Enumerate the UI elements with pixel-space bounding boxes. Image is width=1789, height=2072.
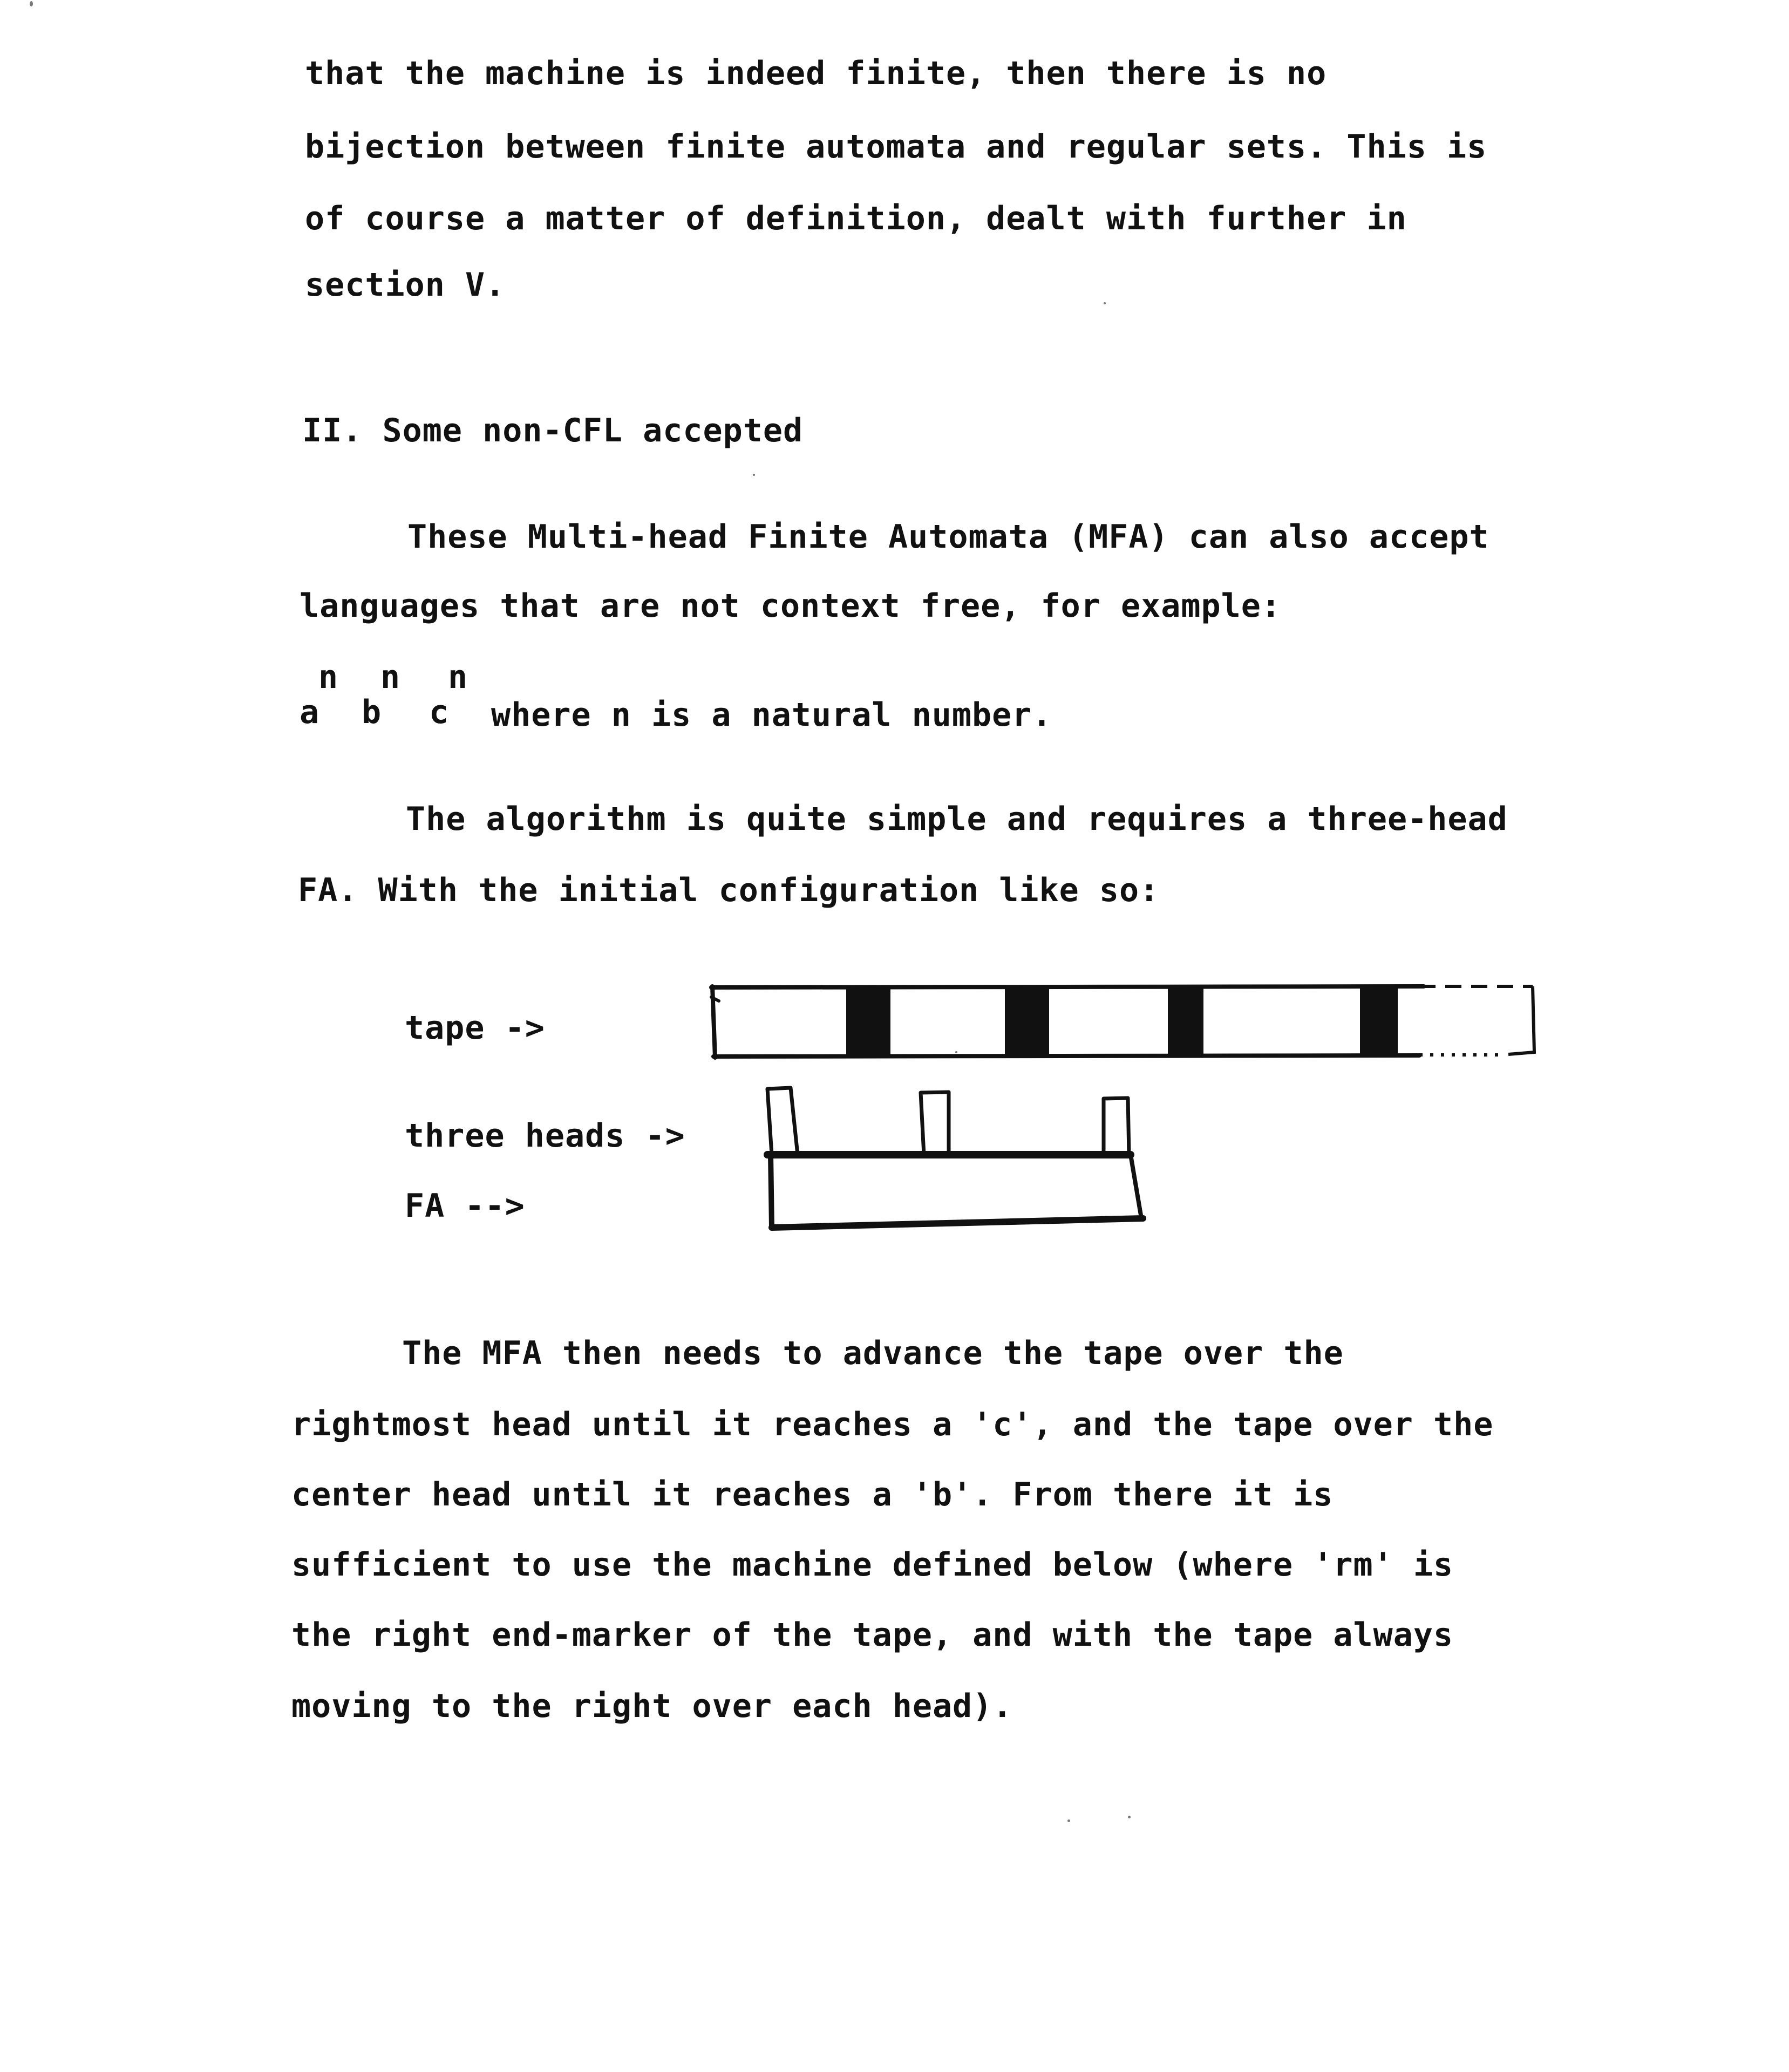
paragraph-line: that the machine is indeed finite, then there is no	[305, 54, 1327, 92]
section-heading: II. Some non-CFL accepted	[302, 412, 804, 449]
formula-text: where n is a natural number.	[491, 696, 1052, 734]
scan-speck	[955, 1051, 957, 1053]
exponent: n	[380, 658, 400, 696]
fa-label: FA -->	[405, 1187, 525, 1225]
tape-continuation	[1419, 986, 1534, 1055]
paragraph-line: section V.	[305, 266, 506, 304]
scan-speck	[30, 1, 33, 6]
paragraph-line: center head until it reaches a 'b'. From there it is	[291, 1476, 1334, 1514]
base-symbol: a	[300, 693, 319, 731]
head	[1104, 1098, 1129, 1155]
heads	[767, 1088, 1129, 1155]
tape	[711, 986, 1424, 1058]
tape-marker	[1168, 987, 1203, 1057]
scan-speck	[1128, 1816, 1131, 1818]
base-symbol: c	[429, 693, 449, 731]
exponent: n	[318, 658, 338, 696]
tape-cell-markers	[846, 987, 1398, 1057]
paragraph-line: the right end-marker of the tape, and with the tape always	[291, 1616, 1454, 1654]
paragraph-line: FA. With the initial configuration like so:	[298, 871, 1160, 909]
exponent: n	[448, 658, 468, 696]
head	[921, 1092, 949, 1155]
paragraph-line: The algorithm is quite simple and requires a three-head	[406, 800, 1508, 838]
head	[767, 1088, 798, 1155]
tape-marker	[1360, 987, 1398, 1057]
paragraph-line: bijection between finite automata and regular sets. This is	[305, 128, 1487, 166]
heads-label: three heads ->	[405, 1117, 685, 1155]
paragraph-line: rightmost head until it reaches a 'c', and the tape over the	[291, 1406, 1494, 1443]
paragraph-line: moving to the right over each head).	[291, 1687, 1013, 1725]
paragraph-line: languages that are not context free, for example:	[300, 587, 1282, 625]
scan-speck	[1104, 302, 1106, 304]
tape-label: tape ->	[405, 1009, 545, 1047]
paragraph-line: sufficient to use the machine defined below (where 'rm' is	[291, 1546, 1454, 1584]
paragraph-line: The MFA then needs to advance the tape over the	[402, 1334, 1344, 1372]
fa-box	[767, 1155, 1143, 1228]
tape-marker	[1005, 987, 1049, 1057]
scan-speck	[1067, 1819, 1070, 1822]
tape-marker	[846, 987, 890, 1057]
base-symbol: b	[362, 693, 382, 731]
paragraph-line: of course a matter of definition, dealt with further in	[305, 200, 1407, 237]
paragraph-line: These Multi-head Finite Automata (MFA) can also accept	[407, 518, 1489, 556]
scan-speck	[753, 474, 755, 476]
